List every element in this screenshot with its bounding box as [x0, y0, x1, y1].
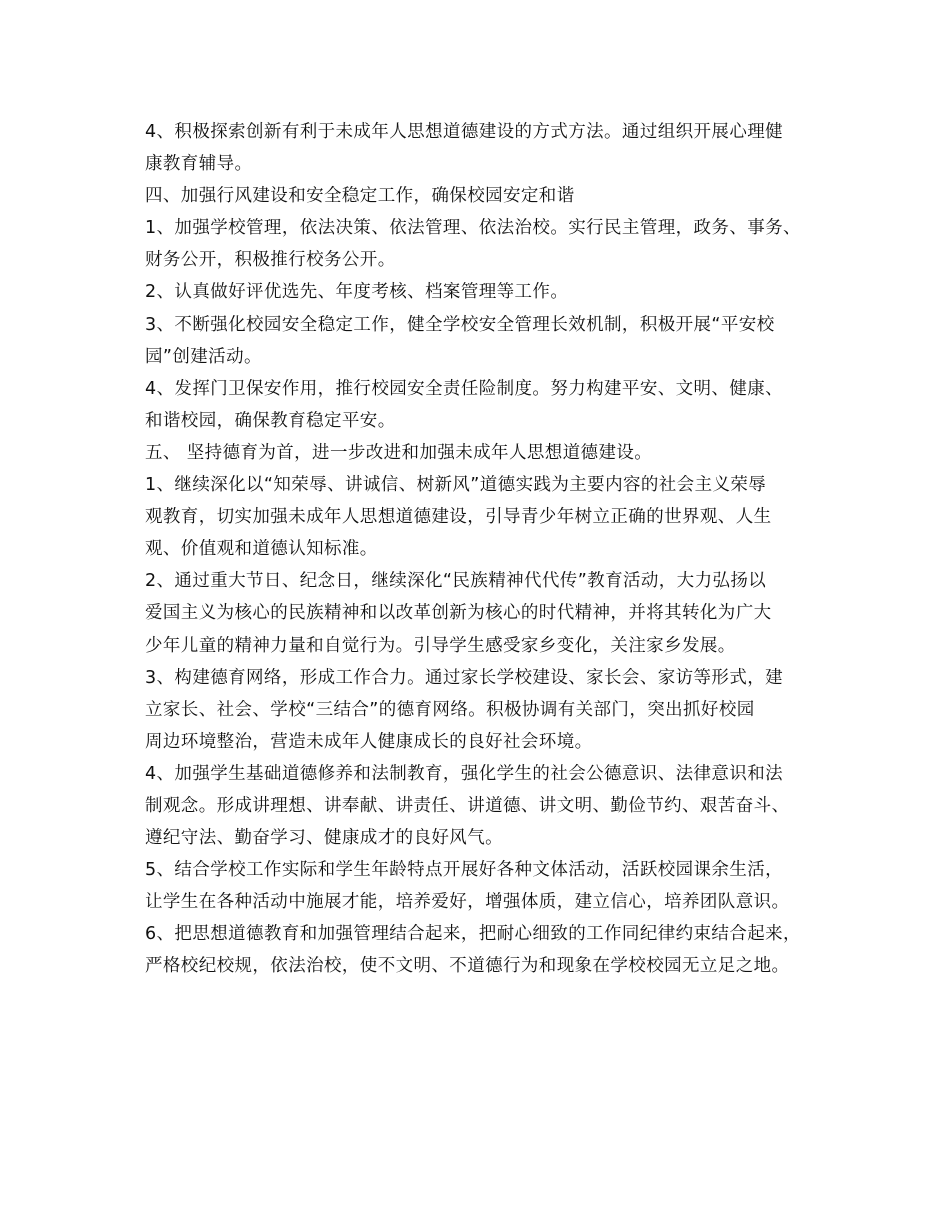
text-line: 立家长、社会、学校“三结合”的德育网络。积极协调有关部门，突出抓好校园 — [145, 699, 755, 720]
text-line: 周边环境整治，营造未成年人健康成长的良好社会环境。 — [145, 731, 593, 752]
text-line: 3、不断强化校园安全稳定工作，健全学校安全管理长效机制，积极开展“平安校 — [145, 314, 775, 335]
text-line: 康教育辅导。 — [145, 154, 253, 175]
text-line: 2、通过重大节日、纪念日，继续深化“民族精神代代传”教育活动，大力弘扬以 — [145, 571, 767, 592]
text-line: 5、结合学校工作实际和学生年龄特点开展好各种文体活动，活跃校园课余生活， — [145, 860, 784, 881]
section-heading: 四、加强行风建设和安全稳定工作，确保校园安定和谐 — [145, 186, 575, 207]
text-line: 6、把思想道德教育和加强管理结合起来，把耐心细致的工作同纪律约束结合起来， — [145, 924, 801, 945]
text-line: 爱国主义为核心的民族精神和以改革创新为核心的时代精神，并将其转化为广大 — [145, 603, 772, 624]
text-line: 和谐校园，确保教育稳定平安。 — [145, 410, 396, 431]
text-line: 4、发挥门卫保安作用，推行校园安全责任险制度。努力构建平安、文明、健康、 — [145, 378, 784, 399]
section-heading: 五、 坚持德育为首，进一步改进和加强未成年人思想道德建设。 — [145, 442, 653, 463]
text-line: 4、加强学生基础道德修养和法制教育，强化学生的社会公德意识、法律意识和法 — [145, 763, 784, 784]
text-line: 1、继续深化以“知荣辱、讲诚信、树新风”道德实践为主要内容的社会主义荣辱 — [145, 475, 767, 496]
document-body — [145, 116, 825, 983]
text-line: 4、积极探索创新有利于未成年人思想道德建设的方式方法。通过组织开展心理健 — [145, 122, 784, 142]
text-line: 制观念。形成讲理想、讲奉献、讲责任、讲道德、讲文明、勤俭节约、艰苦奋斗、 — [145, 795, 790, 816]
text-line: 3、构建德育网络，形成工作合力。通过家长学校建设、家长会、家访等形式，建 — [145, 667, 784, 688]
text-line: 财务公开，积极推行校务公开。 — [145, 250, 396, 271]
text-line: 园”创建活动。 — [145, 346, 262, 367]
text-line: 严格校纪校规，依法治校，使不文明、不道德行为和现象在学校校园无立足之地。 — [145, 956, 790, 977]
text-line: 遵纪守法、勤奋学习、健康成才的良好风气。 — [145, 828, 503, 849]
text-line: 观教育，切实加强未成年人思想道德建设，引导青少年树立正确的世界观、人生 — [145, 507, 772, 528]
text-line: 1、加强学校管理，依法决策、依法管理、依法治校。实行民主管理，政务、事务、 — [145, 218, 801, 239]
text-line: 观、价值观和道德认知标准。 — [145, 539, 378, 560]
text-line: 2、认真做好评优选先、年度考核、档案管理等工作。 — [145, 282, 569, 303]
text-line: 少年儿童的精神力量和自觉行为。引导学生感受家乡变化，关注家乡发展。 — [145, 635, 736, 656]
text-line: 让学生在各种活动中施展才能，培养爱好，增强体质，建立信心，培养团队意识。 — [145, 892, 790, 913]
